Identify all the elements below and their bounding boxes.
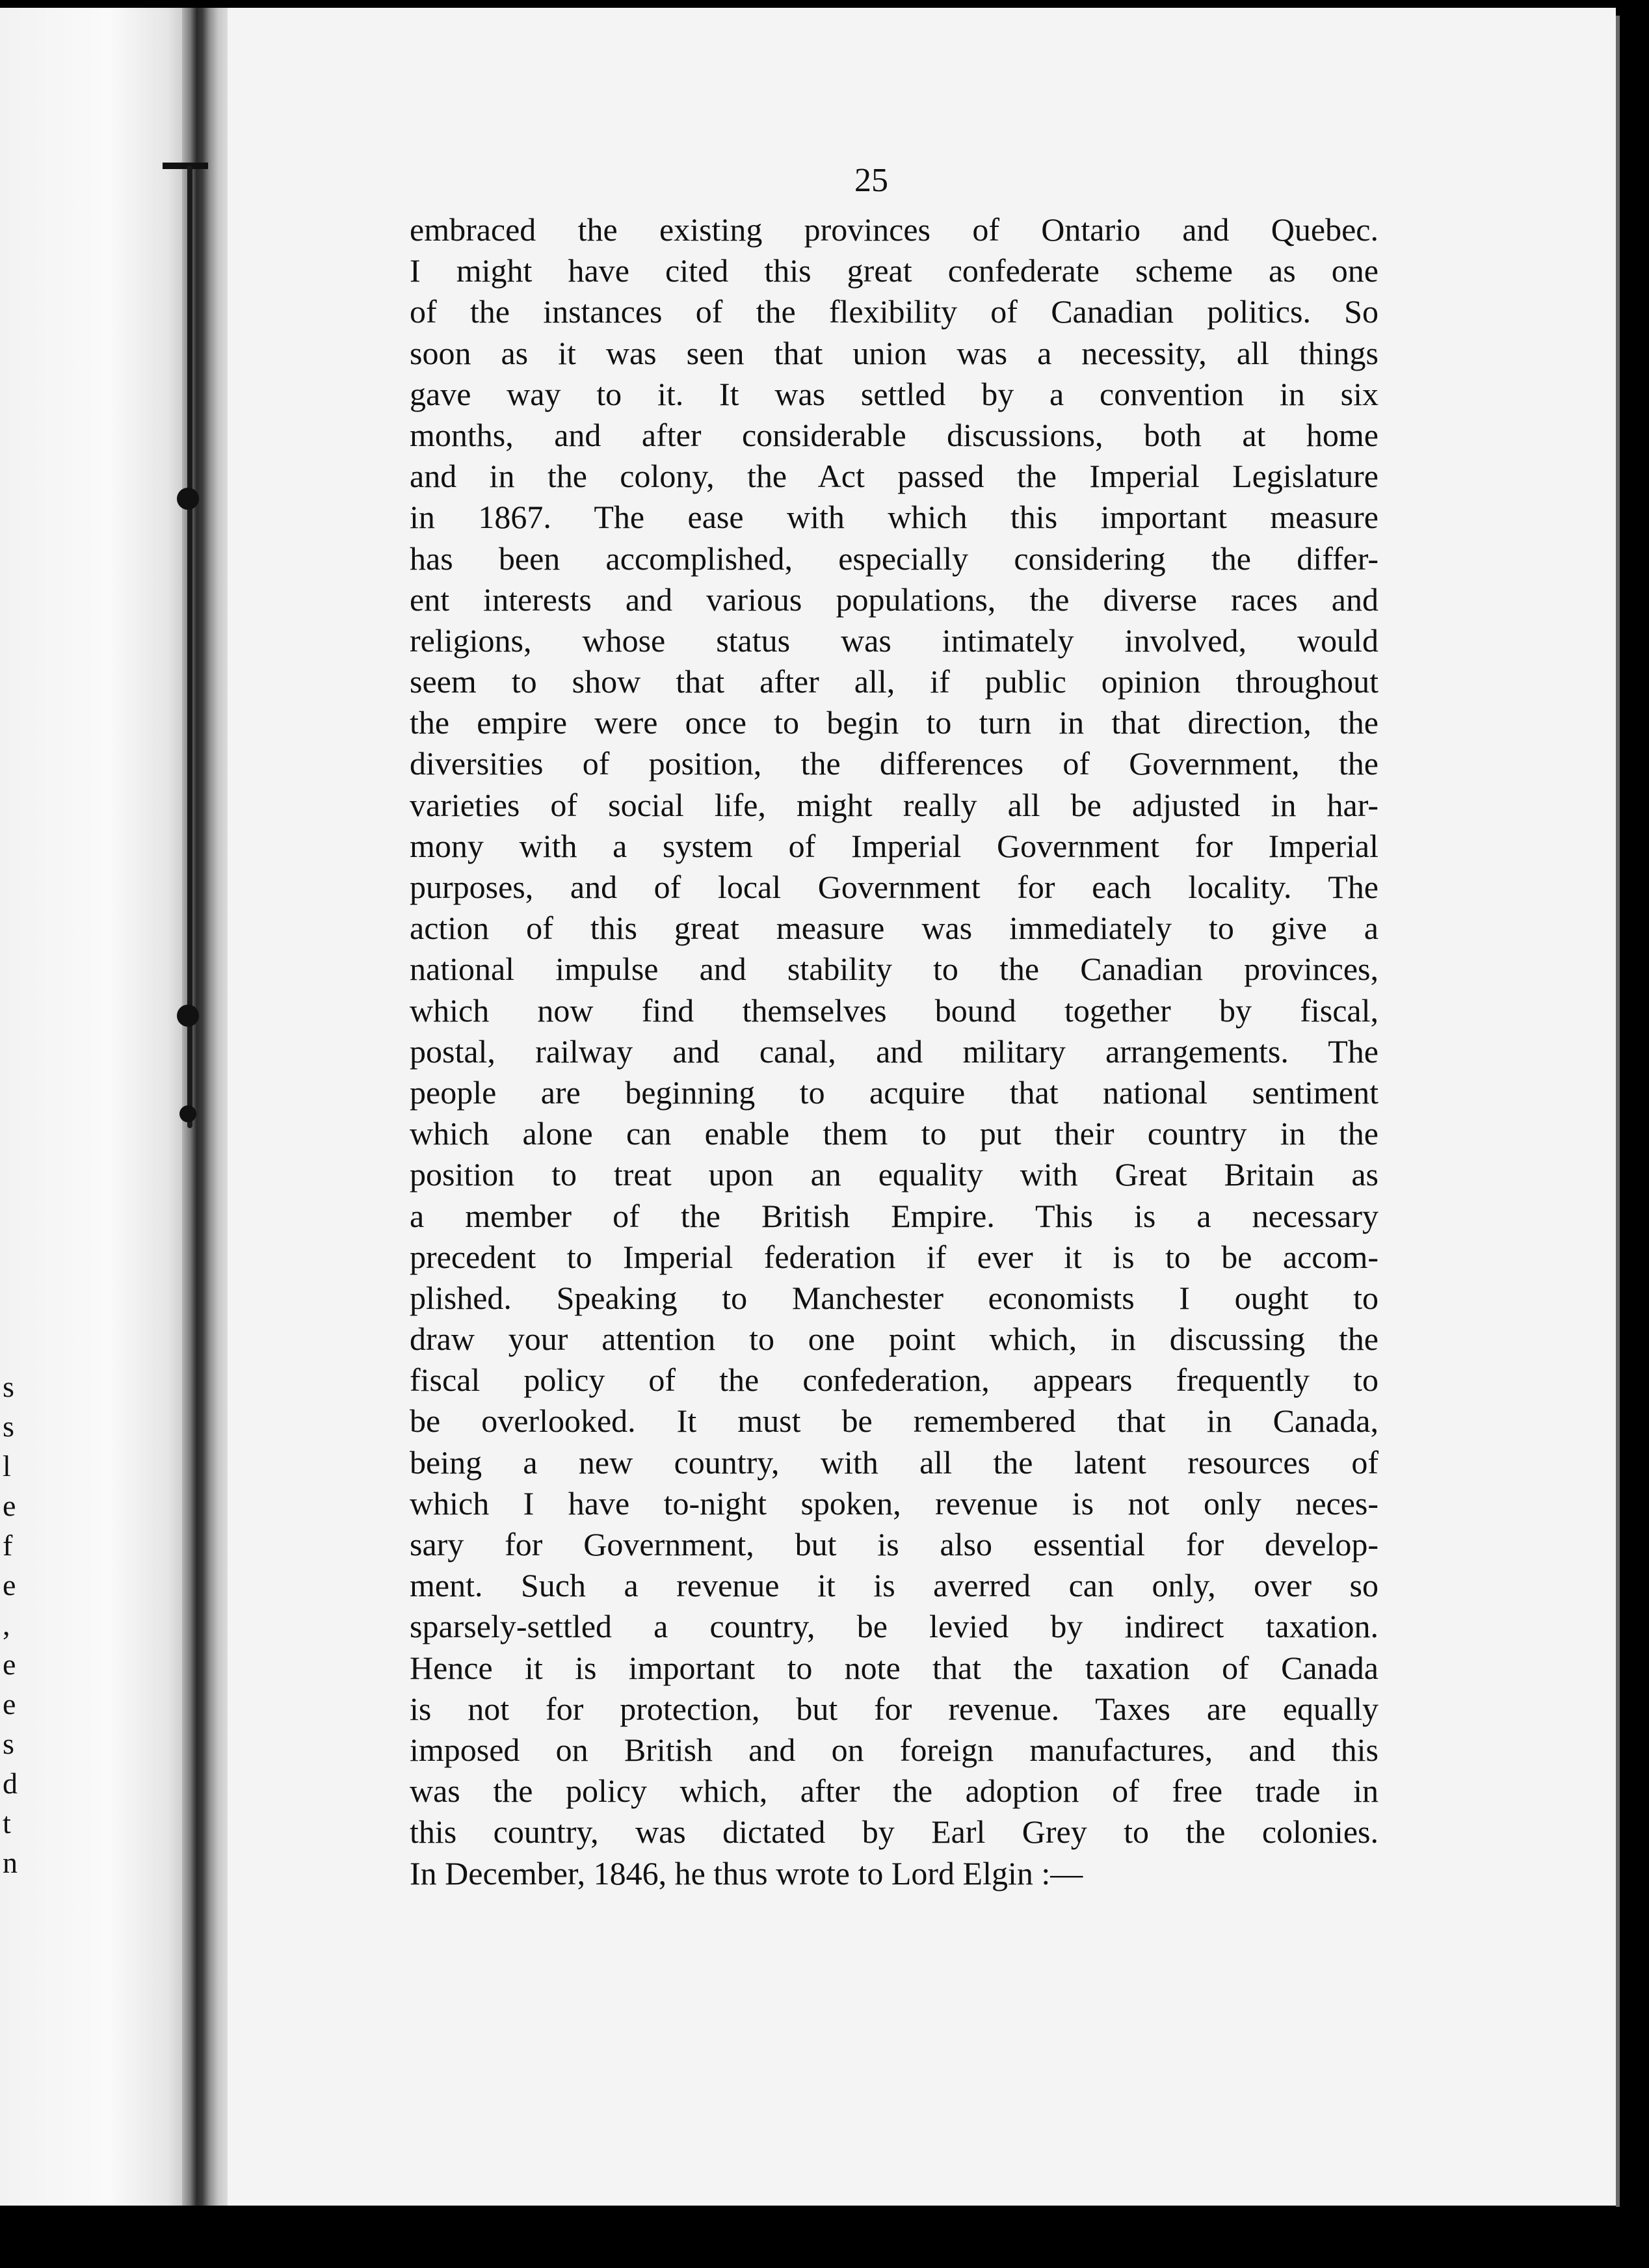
text-line: mony with a system of Imperial Government for Imperial xyxy=(410,827,1379,864)
text-line: fiscal policy of the confederation, appears frequently to xyxy=(410,1362,1379,1399)
text-line: this country, was dictated by Earl Grey to the colonies. xyxy=(410,1813,1379,1851)
text-line: varieties of social life, might really all be adjusted in har- xyxy=(410,786,1379,823)
text-line: religions, whose status was intimately involved, would xyxy=(410,622,1379,659)
facing-page-fragment: t xyxy=(3,1806,11,1839)
text-line: draw your attention to one point which, in discussing the xyxy=(410,1321,1379,1358)
text-line: being a new country, with all the latent resources of xyxy=(410,1444,1379,1481)
facing-page-text-fragments xyxy=(3,1367,29,1882)
text-line: Hence it is important to note that the taxation of Canada xyxy=(410,1649,1379,1686)
facing-page-fragment: s xyxy=(3,1727,14,1760)
facing-page-fragment: e xyxy=(3,1489,16,1522)
text-line: sary for Government, but is also essential for develop- xyxy=(410,1526,1379,1563)
facing-page-fragment: s xyxy=(3,1370,14,1403)
binding-knot xyxy=(177,1005,199,1027)
text-line: people are beginning to acquire that national sentiment xyxy=(410,1074,1379,1111)
text-line: a member of the British Empire. This is a necessary xyxy=(410,1197,1379,1234)
text-line: seem to show that after all, if public opinion throughout xyxy=(410,663,1379,700)
page-edge-shadow xyxy=(1616,16,1620,2207)
facing-page-fragment: s xyxy=(3,1410,14,1443)
facing-page-fragment: f xyxy=(3,1529,13,1562)
text-line: I might have cited this great confederate scheme as one xyxy=(410,252,1379,289)
facing-page-fragment: , xyxy=(3,1608,10,1641)
text-line: is not for protection, but for revenue. Taxes are equally xyxy=(410,1690,1379,1727)
text-line: imposed on British and on foreign manufactures, and this xyxy=(410,1731,1379,1768)
facing-page-fragment: l xyxy=(3,1449,11,1483)
facing-page-fragment: e xyxy=(3,1687,16,1721)
text-line: In December, 1846, he thus wrote to Lord Elgin :— xyxy=(410,1854,1083,1892)
text-line: sparsely-settled a country, be levied by indirect taxation. xyxy=(410,1608,1379,1645)
page-body-text xyxy=(410,209,1379,1894)
binding-stitch xyxy=(163,163,208,169)
text-line: action of this great measure was immediately to give a xyxy=(410,910,1379,947)
text-line: the empire were once to begin to turn in that direction, the xyxy=(410,704,1379,741)
text-line: precedent to Imperial federation if ever it is to be accom- xyxy=(410,1238,1379,1275)
text-line: has been accomplished, especially considering the differ- xyxy=(410,540,1379,577)
text-line: in 1867. The ease with which this important measure xyxy=(410,499,1379,536)
text-line: ment. Such a revenue it is averred can only, over so xyxy=(410,1567,1379,1604)
text-line: and in the colony, the Act passed the Imperial Legislature xyxy=(410,458,1379,495)
facing-page-fragment: n xyxy=(3,1846,18,1879)
text-line: was the policy which, after the adoption of free trade in xyxy=(410,1773,1379,1810)
text-line: months, and after considerable discussions, both at home xyxy=(410,416,1379,453)
binding-knot xyxy=(179,1105,196,1122)
facing-page-fragment: e xyxy=(3,1648,16,1681)
text-line: national impulse and stability to the Canadian provinces, xyxy=(410,951,1379,988)
text-line: which I have to-night spoken, revenue is not only neces- xyxy=(410,1484,1379,1522)
text-line: which alone can enable them to put their country in the xyxy=(410,1115,1379,1152)
page-number: 25 xyxy=(854,162,888,199)
text-line: postal, railway and canal, and military arrangements. The xyxy=(410,1033,1379,1070)
text-line: be overlooked. It must be remembered that in Canada, xyxy=(410,1403,1379,1440)
text-line: embraced the existing provinces of Ontario and Quebec. xyxy=(410,211,1379,248)
binding-knot xyxy=(177,488,199,510)
text-line: purposes, and of local Government for each locality. The xyxy=(410,869,1379,905)
text-line: of the instances of the flexibility of Canadian politics. So xyxy=(410,293,1379,330)
binding-thread xyxy=(187,166,192,1128)
text-line: diversities of position, the differences of Government, the xyxy=(410,745,1379,782)
text-line: which now find themselves bound together by fiscal, xyxy=(410,992,1379,1029)
facing-page-edge xyxy=(0,8,182,2206)
text-line: position to treat upon an equality with Great Britain as xyxy=(410,1156,1379,1193)
text-line: ent interests and various populations, the diverse races and xyxy=(410,581,1379,618)
facing-page-fragment: e xyxy=(3,1568,16,1602)
text-line: soon as it was seen that union was a necessity, all things xyxy=(410,334,1379,371)
text-line: gave way to it. It was settled by a convention in six xyxy=(410,375,1379,412)
text-line: plished. Speaking to Manchester economists I ought to xyxy=(410,1279,1379,1316)
facing-page-fragment: d xyxy=(3,1767,18,1800)
